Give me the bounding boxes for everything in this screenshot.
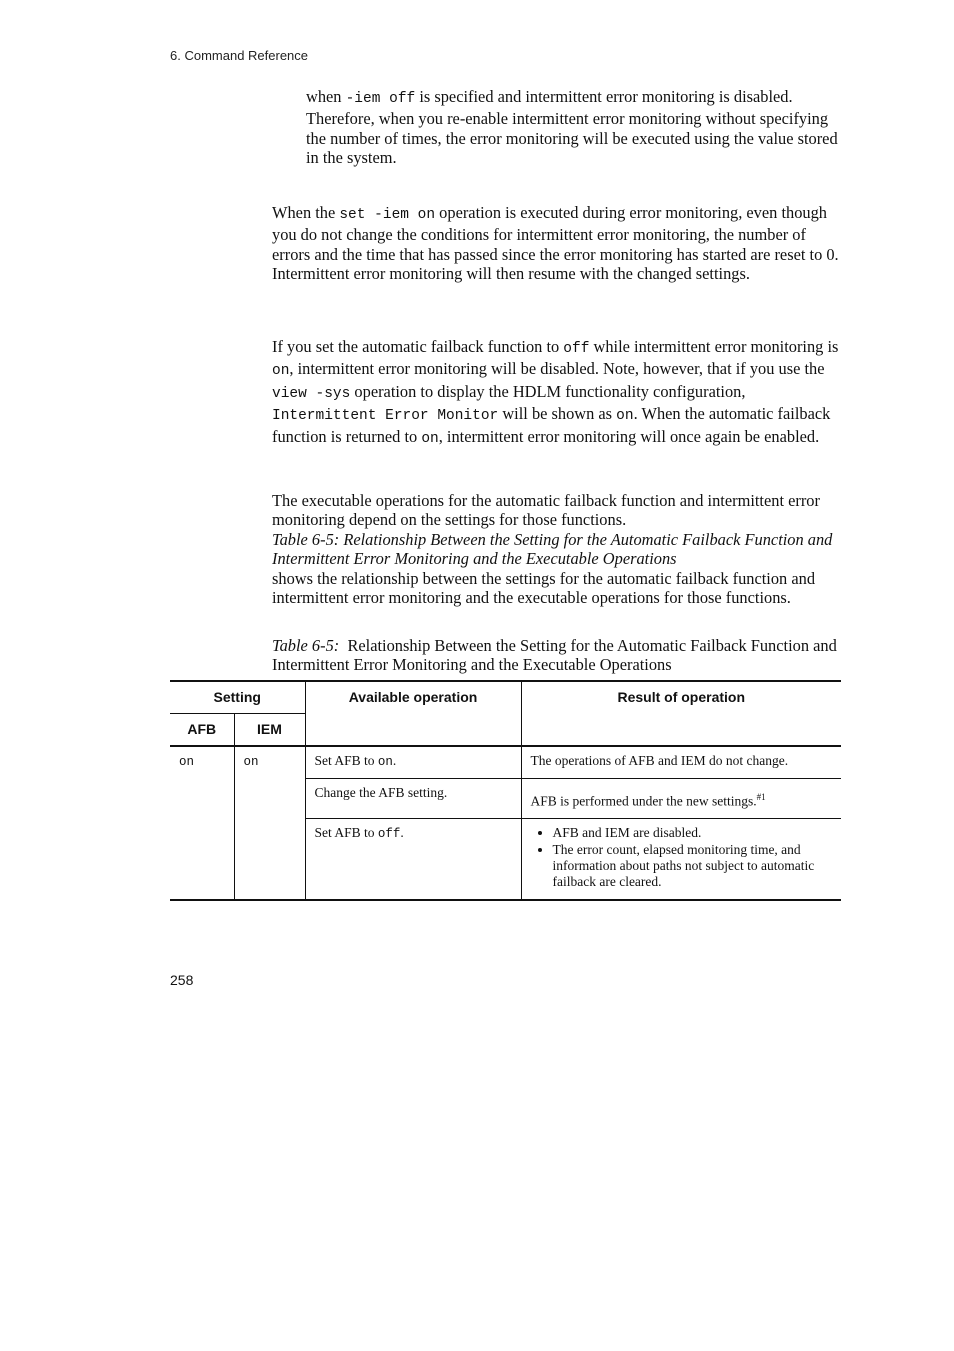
running-header: 6. Command Reference <box>170 48 309 63</box>
cell-operation: Change the AFB setting. <box>305 779 521 819</box>
code-on: on <box>616 408 634 425</box>
paragraph-iem-off-note: when -iem off is specified and intermittent error monitoring is disabled. Therefore, when you re-enable intermittent error monitoring without specifying the number of times, the error monitoring will be executed using the value stored in the system. <box>306 87 838 168</box>
header-setting: Setting <box>170 681 305 714</box>
table-row <box>170 746 841 779</box>
code-on: on <box>421 430 439 447</box>
cell-iem: on <box>234 746 305 900</box>
relationship-table <box>170 680 841 901</box>
cell-result: The operations of AFB and IEM do not change. <box>521 746 841 779</box>
cell-afb: on <box>170 746 234 900</box>
table-caption-label: Table 6-5: <box>272 636 340 655</box>
code-off: off <box>563 341 590 357</box>
paragraph-afb-off: If you set the automatic failback function to off while intermittent error monitoring is on, intermittent error monitoring will be disabled. Note, however, that if you use the view -sys operation to display the HDLM functionality configuration, Intermittent Error Monitor will be shown as on. When the automatic failback function is returned to on, intermittent error monitoring will once again be enabled. <box>272 337 839 447</box>
cell-operation: Set AFB to off. <box>305 818 521 900</box>
table-reference-link[interactable]: Table 6-5: Relationship Between the Setting for the Automatic Failback Function and Intermittent Error Monitoring and the Executable Operations <box>272 529 833 569</box>
table-caption-text: Relationship Between the Setting for the Automatic Failback Function and Intermittent Error Monitoring and the Executable Operations <box>272 636 837 675</box>
paragraph-executable-operations: The executable operations for the automatic failback function and intermittent error monitoring depend on the settings for those functions. Table 6-5: Relationship Between the Setting for the Automatic Failback Function and Intermittent Error Monitoring and the Executable Operations shows the relationship between the settings for the automatic failback function and intermittent error monitoring and the executable operations for those functions. <box>272 491 833 608</box>
header-available-operation: Available operation <box>305 681 521 746</box>
code-on: on <box>272 363 290 380</box>
header-afb: AFB <box>170 714 234 747</box>
footnote-marker: #1 <box>756 792 766 802</box>
cell-operation: Set AFB to on. <box>305 746 521 779</box>
code-intermittent-error-monitor: Intermittent Error Monitor <box>272 408 499 425</box>
cell-result: AFB is performed under the new settings.$^{\#1}$ <box>521 779 841 819</box>
cell-result <box>521 818 841 900</box>
table-caption <box>272 636 844 675</box>
list-item: • AFB and IEM are disabled. <box>553 825 833 841</box>
result-bullet-list <box>531 825 833 890</box>
header-iem: IEM <box>234 714 305 747</box>
table-header-row <box>170 681 841 714</box>
page-number: 258 <box>170 972 194 988</box>
code-set-iem-on: set -iem on <box>339 207 436 223</box>
paragraph-set-iem-on: When the set -iem on operation is executed during error monitoring, even though you do not change the conditions for intermittent error monitoring, the number of errors and the time that has passed since the error monitoring has started are reset to 0. Intermittent error monitoring will then resume with the changed settings. <box>272 203 839 284</box>
code-iem-off: -iem off <box>345 91 416 107</box>
header-result-of-operation: Result of operation <box>521 681 841 746</box>
list-item: • The error count, elapsed monitoring time, and information about paths not subject to automatic failback are cleared. <box>553 842 833 890</box>
code-view-sys: view -sys <box>272 385 351 402</box>
